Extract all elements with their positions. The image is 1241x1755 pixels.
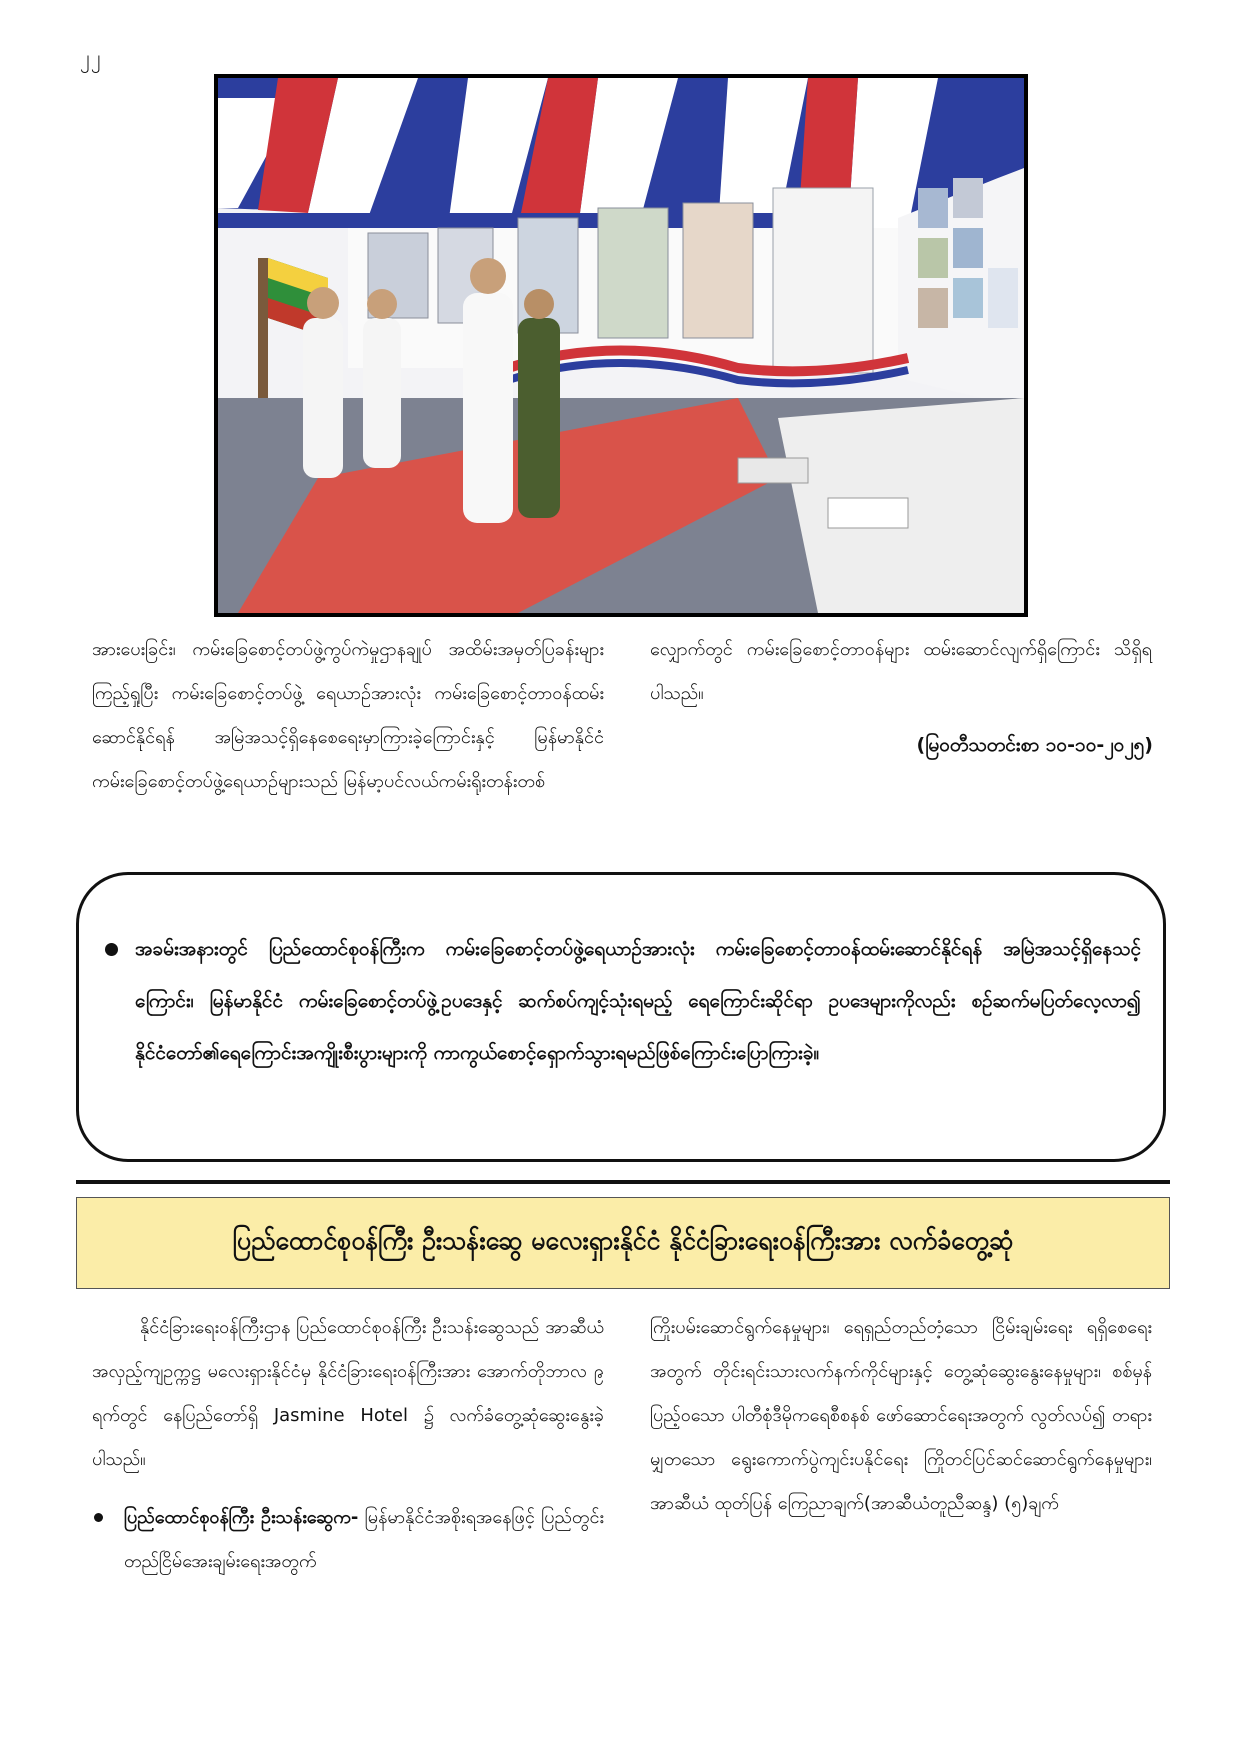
article2-right-text: ကြိုးပမ်းဆောင်ရွက်နေမှုများ၊ ရေရှည်တည်တံ့သော ငြိမ်းချမ်းရေး ရရှိစေရေးအတွက် တိုင်းရင်းသားလက်နက်ကိုင်များနှင့် တွေ့ဆုံဆွေးနွေးနေမှုများ၊ စစ်မှန်ပြည့်ဝသော ပါတီစုံဒီမိုကရေစီစနစ် ဖော်ဆောင်ရေးအတွက် လွတ်လပ်၍ တရားမျှတသော ရွေးကောက်ပွဲကျင်းပနိုင်ရေး ကြိုတင်ပြင်ဆင်ဆောင်ရွက်နေမှုများ၊ အာဆီယံ ထုတ်ပြန် ကြေညာချက်(အာဆီယံတူညီဆန္ဒ) (၅)ချက် <box>650 1317 1152 1514</box>
article1-right-text: လျှောက်တွင် ကမ်းခြေစောင့်တာဝန်များ ထမ်းဆောင်လျက်ရှိကြောင်း သိရှိရပါသည်။ <box>650 639 1152 704</box>
article1-left-text: အားပေးခြင်း၊ ကမ်းခြေစောင့်တပ်ဖွဲ့ကွပ်ကဲမှုဌာနချုပ် အထိမ်းအမှတ်ပြခန်းများ ကြည့်ရှုပြီး ကမ်းခြေစောင့်တပ်ဖွဲ့ ရေယာဉ်အားလုံး ကမ်းခြေစောင့်တာဝန်ထမ်းဆောင်နိုင်ရန် အမြဲအသင့်ရှိနေစေရေးမှာကြားခဲ့ကြောင်းနှင့် မြန်မာနိုင်ငံကမ်းခြေစောင့်တပ်ဖွဲ့ရေယာဉ်များသည် မြန်မာ့ပင်လယ်ကမ်းရိုးတန်းတစ် <box>92 639 604 792</box>
summary-box <box>76 872 1166 1162</box>
article2-bullet-item <box>92 1496 604 1584</box>
exhibition-photo <box>214 74 1028 617</box>
article2-headline-box <box>76 1197 1170 1289</box>
article2-intro: နိုင်ငံခြားရေးဝန်ကြီးဌာန ပြည်ထောင်စုဝန်ကြီး ဦးသန်းဆွေသည် အာဆီယံအလှည့်ကျဥက္ကဋ္ဌ မလေးရှားနိုင်ငံမှ နိုင်ငံခြားရေးဝန်ကြီးအား အောက်တိုဘာလ ၉ ရက်တွင် နေပြည်တော်ရှိ Jasmine Hotel ၌ လက်ခံတွေ့ဆုံဆွေးနွေးခဲ့ပါသည်။ <box>92 1317 604 1470</box>
article2-left-column <box>92 1306 604 1584</box>
article2-bullet-lead: ပြည်ထောင်စုဝန်ကြီး ဦးသန်းဆွေက- <box>124 1507 359 1528</box>
article1-source: (မြဝတီသတင်းစာ ၁၀-၁၀-၂၀၂၅) <box>916 734 1153 756</box>
section-divider <box>76 1180 1170 1184</box>
exhibition-photo-illustration <box>218 78 1024 613</box>
bullet-dot-icon <box>105 943 118 956</box>
article1-right-column <box>650 628 1152 716</box>
bullet-dot-icon <box>94 1513 103 1522</box>
article2-headline: ပြည်ထောင်စုဝန်ကြီး ဦးသန်းဆွေ မလေးရှားနိုင်ငံ နိုင်ငံခြားရေးဝန်ကြီးအား လက်ခံတွေ့ဆုံ <box>232 1225 1014 1255</box>
summary-text: အခမ်းအနားတွင် ပြည်ထောင်စုဝန်ကြီးက ကမ်းခြေစောင့်တပ်ဖွဲ့ရေယာဉ်အားလုံး ကမ်းခြေစောင့်တာဝန်ထမ်းဆောင်နိုင်ရန် အမြဲအသင့်ရှိနေသင့်ကြောင်း၊ မြန်မာနိုင်ငံ ကမ်းခြေစောင့်တပ်ဖွဲ့ဥပဒေနှင့် ဆက်စပ်ကျင့်သုံးရမည့် ရေကြောင်းဆိုင်ရာ ဥပဒေများကိုလည်း စဉ်ဆက်မပြတ်လေ့လာ၍ နိုင်ငံတော်၏ရေကြောင်းအကျိုးစီးပွားများကို ကာကွယ်စောင့်ရှောက်သွားရမည်ဖြစ်ကြောင်းပြောကြားခဲ့။ <box>135 938 1141 1064</box>
article2-right-column <box>650 1306 1152 1526</box>
article1-left-column <box>92 628 604 804</box>
page-number: ၂၂ <box>80 45 102 69</box>
article2-bullet-text: မြန်မာနိုင်ငံအစိုးရအနေဖြင့် ပြည်တွင်းတည်ငြိမ်အေးချမ်းရေးအတွက် <box>124 1507 604 1572</box>
